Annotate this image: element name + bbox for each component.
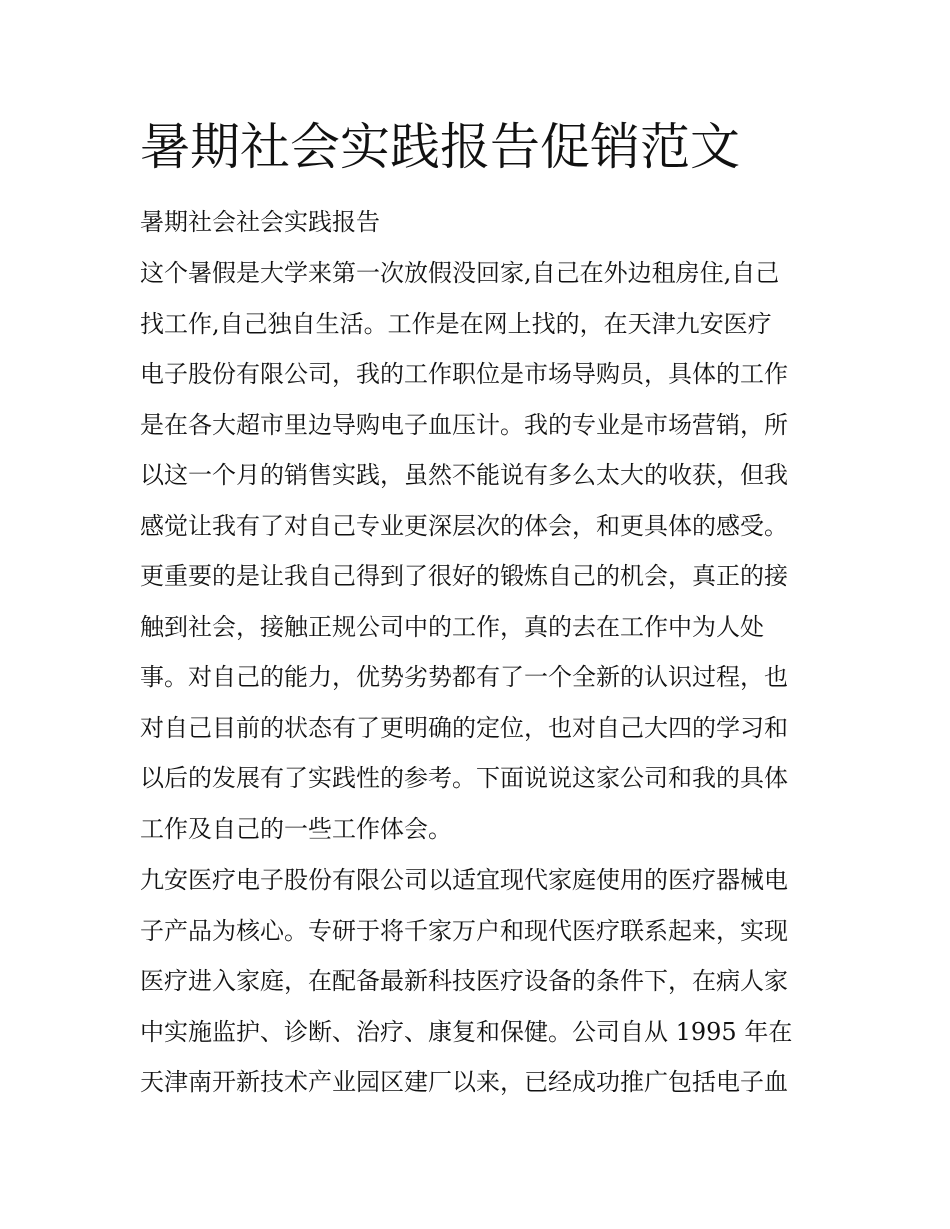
paragraph-line: 对自己目前的状态有了更明确的定位，也对自己大四的学习和 — [140, 713, 788, 742]
paragraph-line: 工作及自己的一些工作体会。 — [140, 814, 452, 843]
document-subtitle: 暑期社会社会实践报告 — [140, 208, 380, 236]
paragraph-line: 中实施监护、诊断、治疗、康复和保健。公司自从 1995 年在 — [140, 1017, 793, 1046]
paragraph-line: 以后的发展有了实践性的参考。下面说说这家公司和我的具体 — [140, 764, 788, 792]
paragraph-line: 找工作,自己独自生活。工作是在网上找的，在天津九安医疗 — [140, 309, 772, 338]
paragraph-2 — [140, 855, 820, 1108]
paragraph-line: 更重要的是让我自己得到了很好的锻炼自己的机会，真正的接 — [140, 562, 788, 590]
document-title: 暑期社会实践报告促销范文 — [140, 118, 740, 176]
paragraph-line: 九安医疗电子股份有限公司以适宜现代家庭使用的医疗器械电 — [140, 866, 788, 894]
paragraph-line: 天津南开新技术产业园区建厂以来，已经成功推广包括电子血 — [140, 1068, 788, 1096]
paragraph-line: 医疗进入家庭，在配备最新科技医疗设备的条件下，在病人家 — [140, 967, 788, 995]
paragraph-line: 以这一个月的销售实践，虽然不能说有多么太大的收获，但我 — [140, 461, 788, 489]
paragraph-line: 子产品为核心。专研于将千家万户和现代医疗联系起来，实现 — [140, 916, 788, 945]
paragraph-line: 这个暑假是大学来第一次放假没回家,自己在外边租房住,自己 — [140, 259, 780, 287]
paragraph-line: 触到社会，接触正规公司中的工作，真的去在工作中为人处 — [140, 612, 764, 641]
paragraph-line: 电子股份有限公司，我的工作职位是市场导购员，具体的工作 — [140, 360, 788, 388]
paragraph-line: 事。对自己的能力，优势劣势都有了一个全新的认识过程，也 — [140, 663, 788, 691]
paragraph-1 — [140, 248, 820, 854]
paragraph-line: 是在各大超市里边导购电子血压计。我的专业是市场营销，所 — [140, 410, 788, 439]
paragraph-line: 感觉让我有了对自己专业更深层次的体会，和更具体的感受。 — [140, 511, 788, 540]
